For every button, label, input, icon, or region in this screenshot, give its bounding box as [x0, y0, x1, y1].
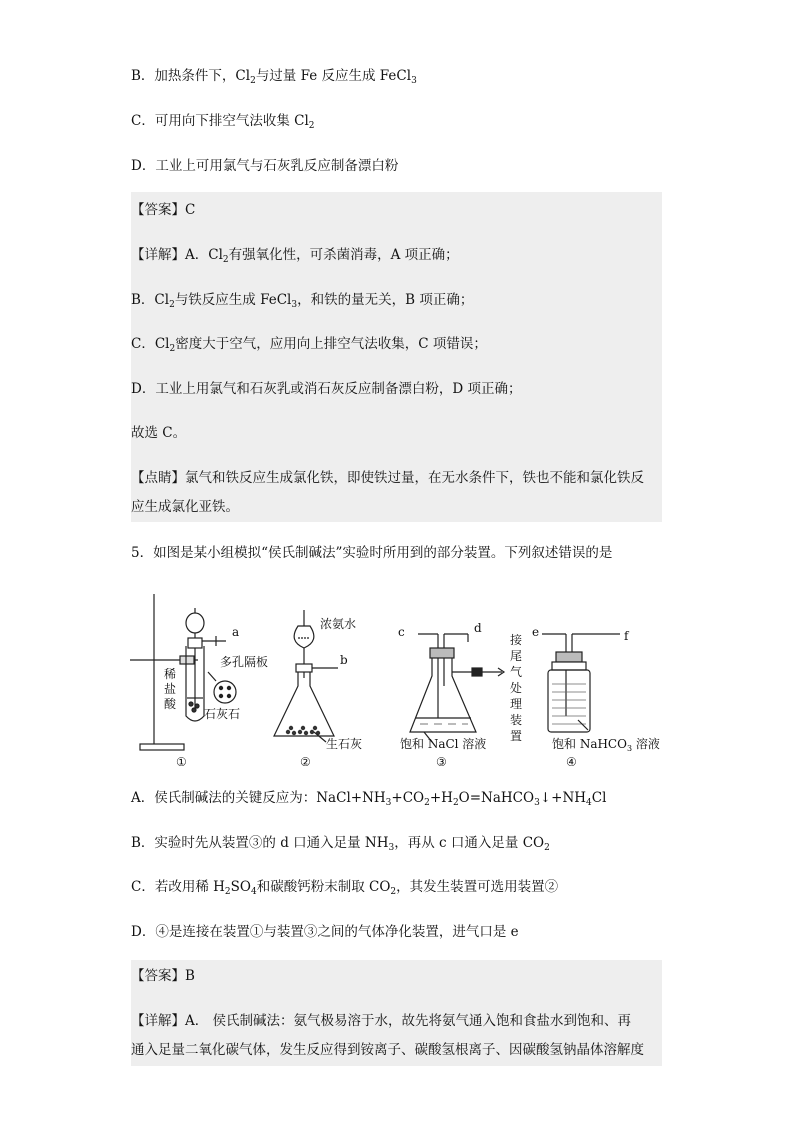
label-b: b: [340, 653, 348, 667]
answer-block-q4: [131, 192, 662, 522]
label-dilute-3: 酸: [164, 697, 177, 711]
label-dilute-1: 稀: [164, 667, 177, 681]
svg-text:处: 处: [510, 681, 523, 695]
label-conc-ammonia: 浓氨水: [320, 617, 357, 631]
detail-d: D．工业上用氯气和石灰乳或消石灰反应制备漂白粉，D 项正确；: [131, 381, 522, 397]
label-apparatus-3: ③: [436, 755, 447, 766]
q5-option-a: A．侯氏制碱法的关键反应为：$NaCl+NH_3+CO_2+H_2O=NaHCO_3↓+NH_4Cl$: [131, 790, 607, 808]
detail-c: C．$Cl_2$密度大于空气，应用向上排空气法收集，C 项错误；: [131, 336, 487, 354]
label-quicklime: 生石灰: [326, 737, 363, 751]
q5-answer-label: 【答案】B: [131, 968, 195, 984]
label-c: c: [398, 625, 405, 639]
svg-text:接: 接: [510, 633, 523, 647]
option-d-line: D．工业上可用氯气与石灰乳反应制备漂白粉: [131, 158, 399, 174]
svg-text:尾: 尾: [510, 649, 523, 663]
label-nacl-solution: 饱和 NaCl 溶液: [400, 737, 487, 751]
svg-text:置: 置: [510, 729, 523, 743]
label-d: d: [474, 621, 482, 635]
label-a: a: [232, 625, 240, 639]
comment-line-1: 【点睛】氯气和铁反应生成氯化铁，即使铁过量，在无水条件下，铁也不能和氯化铁反: [131, 470, 644, 486]
detail-b: B．$Cl_2$与铁反应生成 FeCl$_3$，和铁的量无关，B 项正确；: [131, 292, 474, 310]
answer-label: 【答案】C: [131, 202, 196, 218]
option-b-line: B．加热条件下，$Cl_2$与过量 Fe 反应生成 FeCl$_3$: [131, 68, 417, 86]
label-apparatus-2: ②: [300, 755, 311, 766]
q5-option-c: C．若改用稀 $H_2SO_4$和碳酸钙粉末制取 $CO_2$，其发生装置可选用装置②: [131, 879, 559, 897]
label-f: f: [624, 629, 629, 643]
q5-detail-line-2: 通入足量二氧化碳气体，发生反应得到铵离子、碳酸氢根离子、因碳酸氢钠晶体溶解度: [131, 1042, 644, 1058]
q5-option-b: B．实验时先从装置③的 d 口通入足量 $NH_3$，再从 c 口通入足量 $CO_2$: [131, 835, 550, 853]
conclusion: 故选 C。: [131, 425, 187, 441]
label-dilute-2: 盐: [164, 682, 177, 696]
svg-text:装: 装: [510, 713, 523, 727]
label-apparatus-4: ④: [566, 755, 577, 766]
label-porous-plate: 多孔隔板: [220, 655, 269, 669]
comment-line-2: 应生成氯化亚铁。: [131, 499, 239, 515]
detail-a: 【详解】A．$Cl_2$有强氧化性，可杀菌消毒，A 项正确；: [131, 247, 459, 265]
svg-text:理: 理: [510, 697, 523, 711]
answer-block-q5: [131, 960, 662, 1066]
label-nahco3-solution: 饱和 NaHCO$_3$ 溶液: [552, 737, 660, 753]
option-c-line: C．可用向下排空气法收集 $Cl_2$: [131, 113, 315, 131]
apparatus-figure: [128, 586, 668, 766]
question-5-stem: 5．如图是某小组模拟“侯氏制碱法”实验时所用到的部分装置。下列叙述错误的是: [131, 545, 613, 561]
q5-detail-line-1: 【详解】A． 侯氏制碱法：氨气极易溶于水，故先将氨气通入饱和食盐水到饱和、再: [131, 1013, 632, 1029]
svg-text:气: 气: [510, 665, 523, 679]
q5-option-d: D．④是连接在装置①与装置③之间的气体净化装置，进气口是 e: [131, 924, 519, 940]
label-apparatus-1: ①: [176, 755, 187, 766]
label-limestone: 石灰石: [204, 707, 241, 721]
label-tail-gas: [510, 632, 522, 743]
label-e: e: [532, 625, 540, 639]
